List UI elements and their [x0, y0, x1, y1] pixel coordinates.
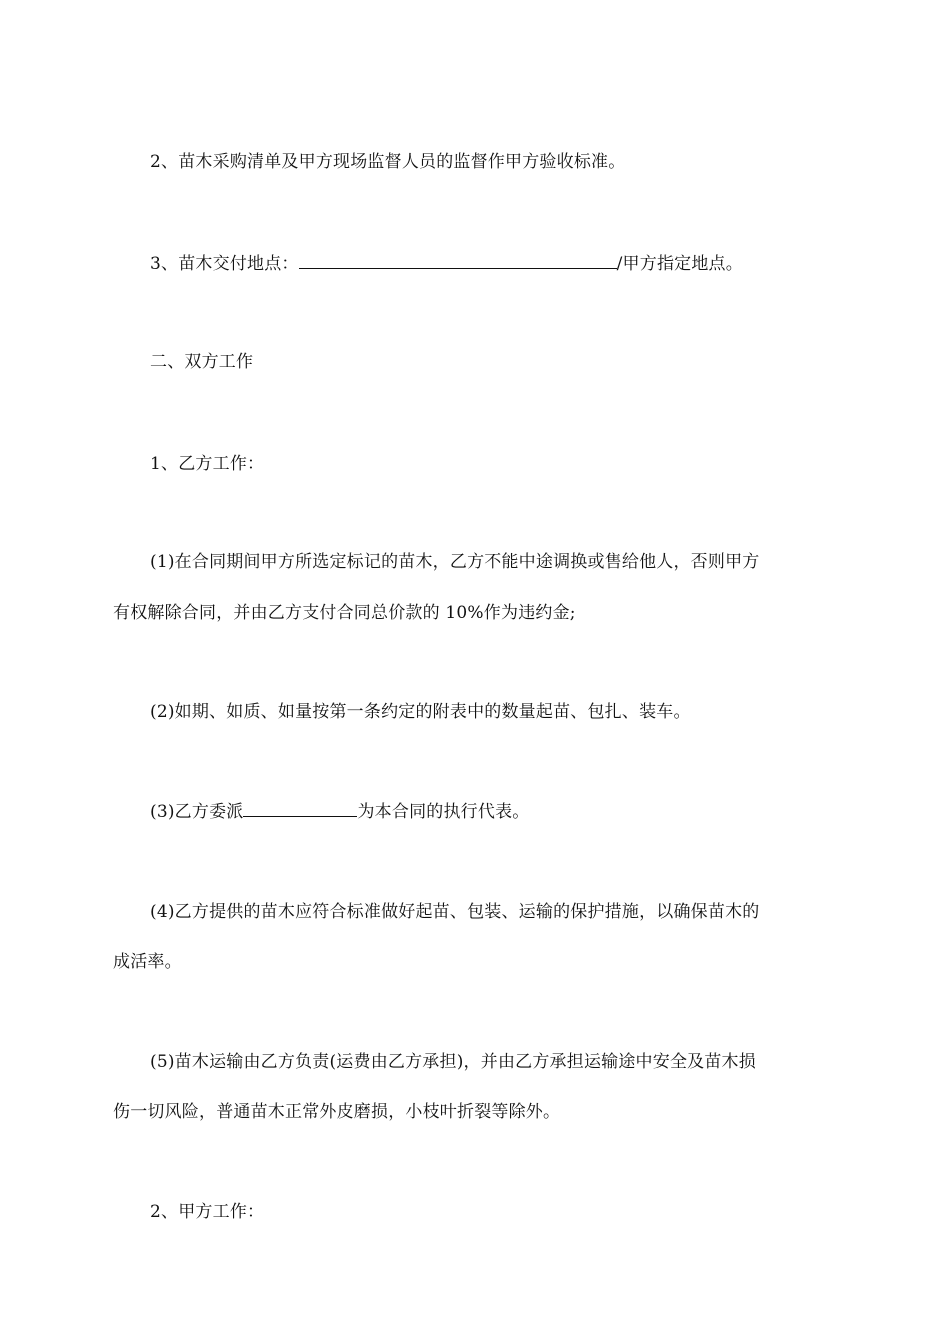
party-a-heading — [150, 1196, 880, 1228]
clause-acceptance-standard — [150, 146, 880, 178]
clause-text: (1)在合同期间甲方所选定标记的苗木，乙方不能中途调换或售给他人，否则甲方 — [150, 552, 760, 572]
clause-b5-line1 — [150, 1046, 880, 1078]
clause-suffix: /甲方指定地点。 — [616, 254, 743, 274]
clause-prefix: (3)乙方委派 — [150, 802, 244, 822]
representative-blank[interactable] — [243, 796, 357, 817]
clause-text: 成活率。 — [113, 952, 182, 972]
heading-text: 2、甲方工作： — [150, 1202, 265, 1222]
clause-text: 伤一切风险，普通苗木正常外皮磨损，小枝叶折裂等除外。 — [113, 1102, 561, 1122]
clause-b3 — [150, 796, 880, 828]
section-title-duties — [150, 346, 880, 378]
section-title: 二、双方工作 — [150, 352, 254, 372]
party-b-heading — [150, 448, 880, 480]
clause-text: 有权解除合同，并由乙方支付合同总价款的 10%作为违约金; — [113, 603, 576, 623]
delivery-location-blank[interactable] — [299, 248, 617, 269]
clause-label: 3、苗木交付地点： — [150, 254, 299, 274]
clause-delivery-location — [150, 248, 880, 280]
clause-suffix: 为本合同的执行代表。 — [357, 802, 530, 822]
clause-b2 — [150, 696, 880, 728]
clause-text: 2、苗木采购清单及甲方现场监督人员的监督作甲方验收标准。 — [150, 152, 626, 172]
clause-text: (2)如期、如质、如量按第一条约定的附表中的数量起苗、包扎、装车。 — [150, 702, 691, 722]
clause-b1-line2 — [113, 597, 843, 629]
clause-b4-line2 — [113, 946, 843, 978]
clause-b1-line1 — [150, 546, 880, 578]
clause-b4-line1 — [150, 896, 880, 928]
heading-text: 1、乙方工作： — [150, 454, 265, 474]
clause-text: (5)苗木运输由乙方负责(运费由乙方承担)，并由乙方承担运输途中安全及苗木损 — [150, 1052, 756, 1072]
clause-b5-line2 — [113, 1096, 843, 1128]
clause-text: (4)乙方提供的苗木应符合标准做好起苗、包装、运输的保护措施，以确保苗木的 — [150, 902, 760, 922]
